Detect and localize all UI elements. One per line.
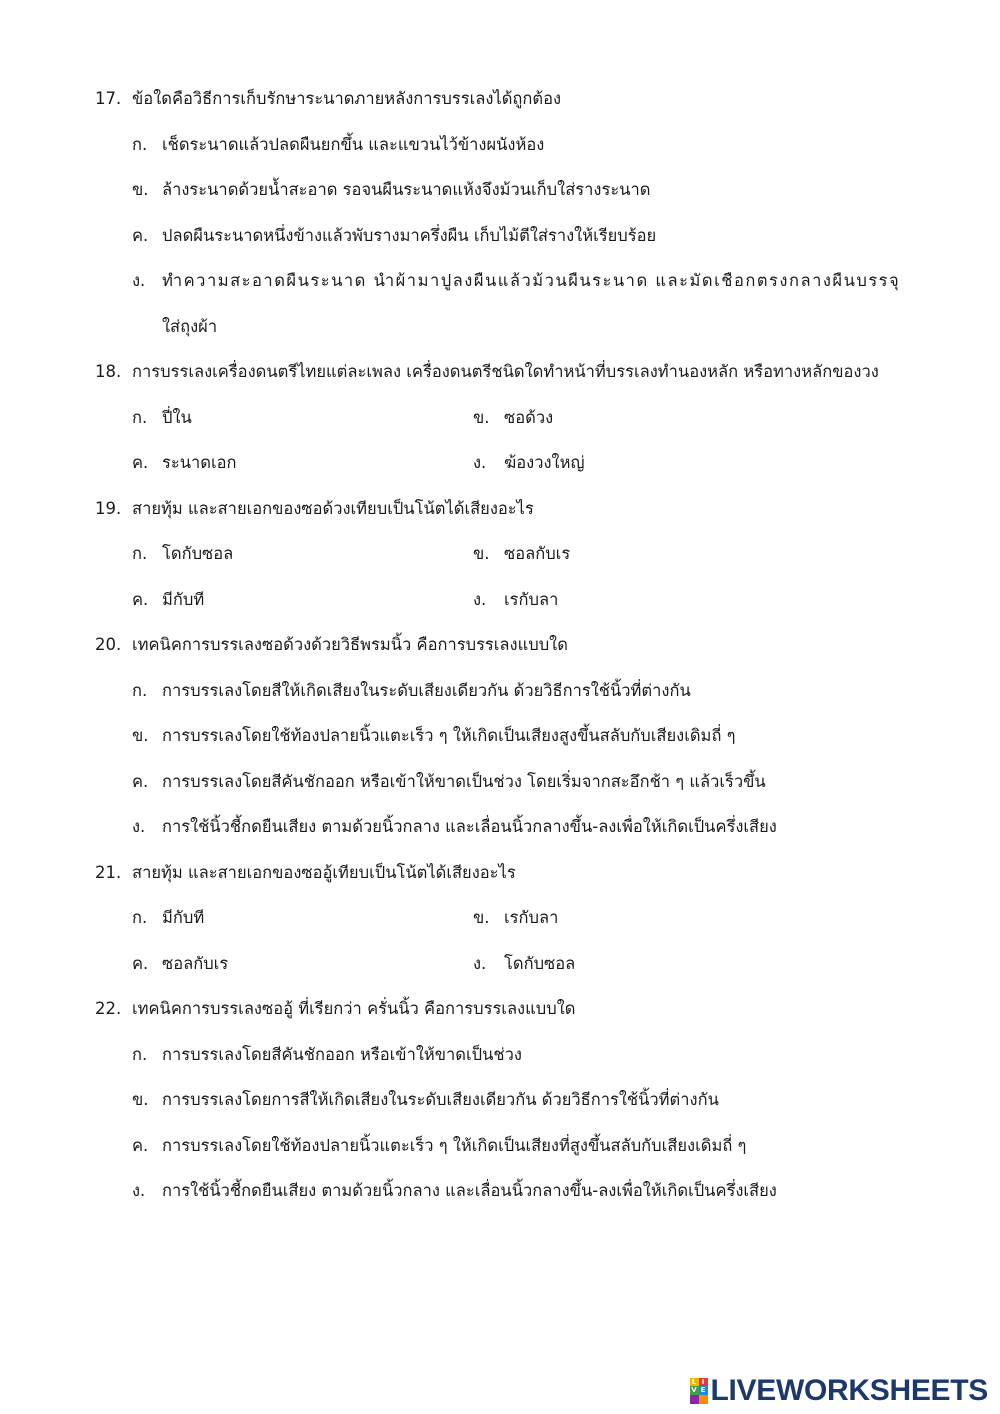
badge-cell: V bbox=[691, 1386, 697, 1394]
option-text[interactable]: ซอด้วง bbox=[504, 407, 554, 427]
option-letter: ข. bbox=[132, 180, 149, 199]
option-text[interactable]: ล้างระนาดด้วยน้ำสะอาด รอจนผืนระนาดแห้งจึงม้วนเก็บใส่รางระนาด bbox=[162, 180, 651, 199]
question-number: 21. bbox=[95, 862, 122, 882]
option-text[interactable]: เช็ดระนาดแล้วปลดผืนยกขึ้น และแขวนไว้ข้างผนังห้อง bbox=[162, 134, 545, 154]
option-letter: ค. bbox=[132, 1135, 149, 1155]
question-number: 18. bbox=[95, 362, 122, 381]
option-letter: ค. bbox=[132, 589, 149, 609]
liveworksheets-badge-icon bbox=[690, 1378, 708, 1404]
option-text-continued: ใส่ถุงผ้า bbox=[162, 316, 218, 336]
option-letter: ง. bbox=[132, 1181, 146, 1200]
question-number: 19. bbox=[95, 498, 122, 518]
option-text[interactable]: ระนาดเอก bbox=[162, 453, 237, 472]
option-text[interactable]: ปลดผืนระนาดหนึ่งข้างแล้วพับรางมาครึ่งผืน เก็บไม้ตีใส่รางให้เรียบร้อย bbox=[162, 225, 657, 245]
question-number: 22. bbox=[95, 999, 122, 1018]
option-text[interactable]: เรกับลา bbox=[504, 589, 559, 609]
option-letter: ก. bbox=[132, 544, 148, 563]
option-letter: ง. bbox=[132, 817, 146, 836]
option-text[interactable]: โดกับซอล bbox=[162, 544, 234, 563]
liveworksheets-logo bbox=[690, 1376, 989, 1406]
option-text[interactable]: มีกับที bbox=[162, 908, 205, 927]
option-text[interactable]: ซอลกับเร bbox=[162, 953, 229, 973]
question-text: สายทุ้ม และสายเอกของซอด้วงเทียบเป็นโน้ตได้เสียงอะไร bbox=[132, 498, 534, 518]
option-text[interactable]: การบรรเลงโดยสีให้เกิดเสียงในระดับเสียงเดียวกัน ด้วยวิธีการใช้นิ้วที่ต่างกัน bbox=[162, 680, 691, 700]
option-text[interactable]: การบรรเลงโดยใช้ท้องปลายนิ้วแตะเร็ว ๆ ให้เกิดเป็นเสียงที่สูงขึ้นสลับกับเสียงเดิมถี่ ๆ bbox=[162, 1135, 747, 1155]
option-text[interactable]: ฆ้องวงใหญ่ bbox=[504, 453, 585, 472]
question-text: สายทุ้ม และสายเอกของซออู้เทียบเป็นโน้ตได้เสียงอะไร bbox=[132, 862, 516, 882]
option-letter: ข. bbox=[473, 544, 490, 563]
option-letter: ข. bbox=[132, 726, 149, 745]
option-text[interactable]: ปี่ใน bbox=[162, 407, 192, 427]
option-letter: ข. bbox=[473, 908, 490, 927]
option-text[interactable]: โดกับซอล bbox=[504, 953, 576, 973]
option-letter: ง. bbox=[473, 453, 487, 472]
option-letter: ก. bbox=[132, 1044, 148, 1064]
option-letter: ค. bbox=[132, 225, 149, 245]
option-letter: ก. bbox=[132, 407, 148, 427]
option-letter: ค. bbox=[132, 953, 149, 973]
question-text: การบรรเลงเครื่องดนตรีไทยแต่ละเพลง เครื่องดนตรีชนิดใดทำหน้าที่บรรเลงทำนองหลัก หรือทางหลักของวง bbox=[132, 362, 879, 381]
option-letter: ก. bbox=[132, 680, 148, 700]
question-text: เทคนิคการบรรเลงซออู้ ที่เรียกว่า ครั่นนิ้ว คือการบรรเลงแบบใด bbox=[132, 999, 576, 1018]
question-text: เทคนิคการบรรเลงซอด้วงด้วยวิธีพรมนิ้ว คือการบรรเลงแบบใด bbox=[132, 635, 568, 654]
option-letter: ก. bbox=[132, 908, 148, 927]
option-letter: ง. bbox=[473, 953, 487, 973]
liveworksheets-wordmark: LIVEWORKSHEETS bbox=[710, 1374, 988, 1407]
option-text[interactable]: การบรรเลงโดยการสีให้เกิดเสียงในระดับเสียงเดียวกัน ด้วยวิธีการใช้นิ้วที่ต่างกัน bbox=[162, 1090, 719, 1109]
option-text[interactable]: การบรรเลงโดยใช้ท้องปลายนิ้วแตะเร็ว ๆ ให้เกิดเป็นเสียงสูงขึ้นสลับกับเสียงเดิมถี่ ๆ bbox=[162, 726, 736, 745]
option-text[interactable]: ซอลกับเร bbox=[504, 544, 571, 563]
option-letter: ค. bbox=[132, 453, 149, 472]
badge-cell: E bbox=[699, 1386, 708, 1395]
option-letter: ก. bbox=[132, 134, 148, 154]
option-text[interactable]: การบรรเลงโดยสีคันชักออก หรือเข้าให้ขาดเป็นช่วง bbox=[162, 1044, 522, 1064]
question-number: 17. bbox=[95, 89, 122, 108]
question-number: 20. bbox=[95, 635, 122, 654]
option-text[interactable]: การใช้นิ้วชี้กดยืนเสียง ตามด้วยนิ้วกลาง และเลื่อนนิ้วกลางขึ้น-ลงเพื่อให้เกิดเป็นครึ่งเสียง bbox=[162, 817, 777, 836]
option-letter: ง. bbox=[132, 271, 146, 290]
option-text[interactable]: การบรรเลงโดยสีคันชักออก หรือเข้าให้ขาดเป็นช่วง โดยเริ่มจากสะอึกช้า ๆ แล้วเร็วขึ้น bbox=[162, 771, 766, 791]
option-text[interactable]: เรกับลา bbox=[504, 908, 559, 927]
option-letter: ข. bbox=[132, 1090, 149, 1109]
option-text[interactable]: การใช้นิ้วชี้กดยืนเสียง ตามด้วยนิ้วกลาง และเลื่อนนิ้วกลางขึ้น-ลงเพื่อให้เกิดเป็นครึ่งเสียง bbox=[162, 1181, 777, 1200]
option-letter: ค. bbox=[132, 771, 149, 791]
badge-cell bbox=[699, 1395, 708, 1404]
question-text: ข้อใดคือวิธีการเก็บรักษาระนาดภายหลังการบรรเลงได้ถูกต้อง bbox=[132, 89, 562, 108]
option-text[interactable]: มีกับที bbox=[162, 589, 205, 609]
option-letter: ง. bbox=[473, 589, 487, 609]
option-text[interactable]: ทำความสะอาดผืนระนาด นำผ้ามาปูลงผืนแล้วม้วนผืนระนาด และมัดเชือกตรงกลางผืนบรรจุ bbox=[162, 271, 901, 290]
option-letter: ข. bbox=[473, 407, 490, 427]
badge-cell: I bbox=[699, 1378, 708, 1386]
badge-cell bbox=[690, 1395, 699, 1404]
badge-cell: L bbox=[690, 1378, 699, 1386]
